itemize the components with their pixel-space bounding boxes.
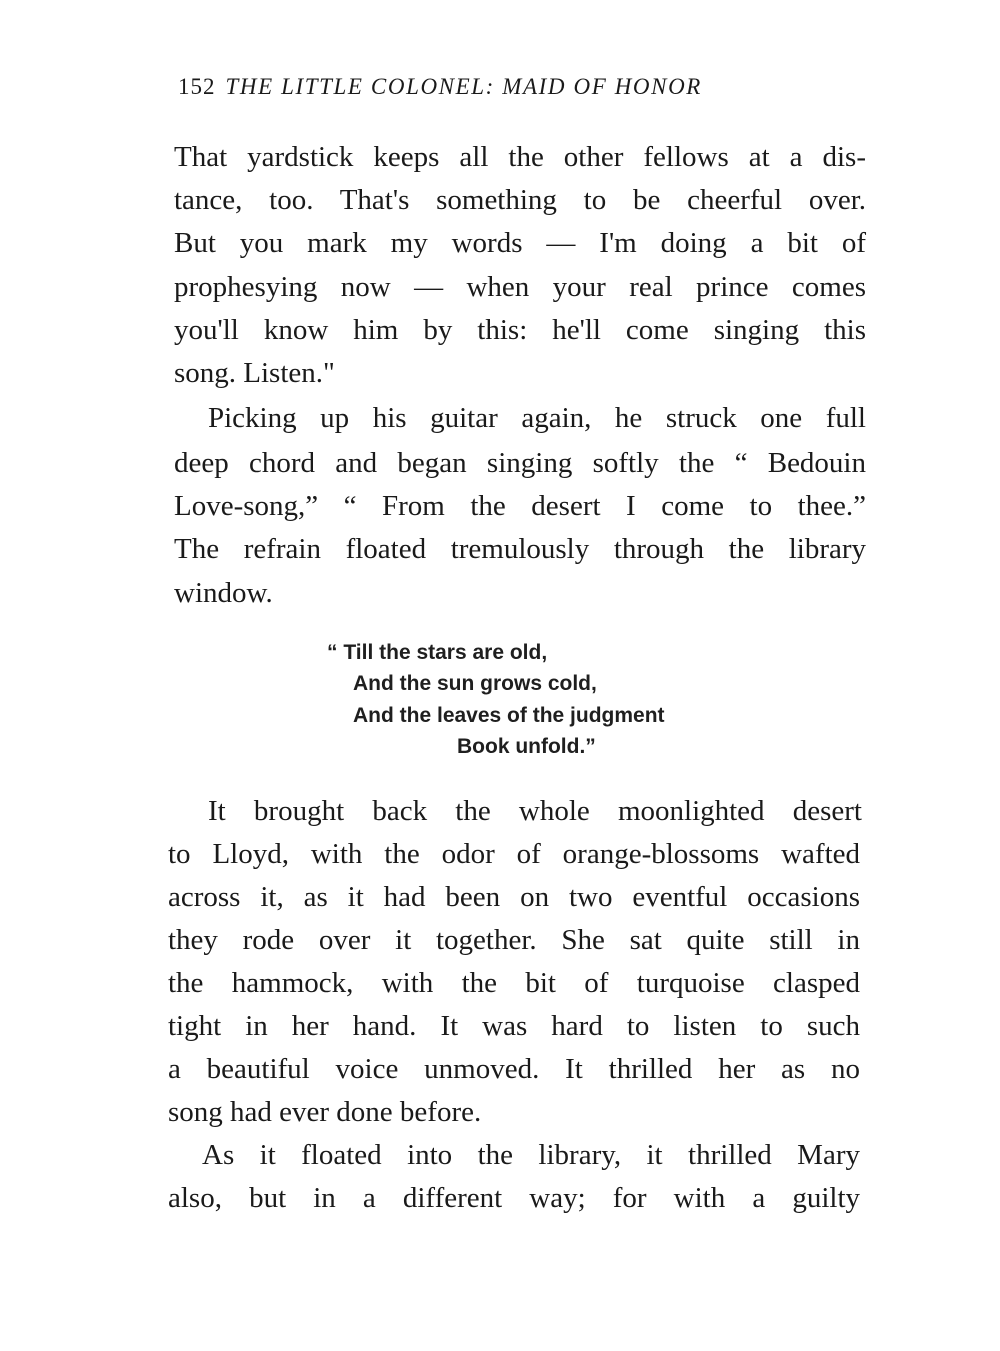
text-line: window.: [174, 577, 273, 609]
verse-line: And the sun grows cold,: [353, 672, 597, 695]
text-line: Love-song,” “ From the desert I come to thee.”: [174, 490, 866, 522]
text-line: tight in her hand. It was hard to listen to such: [168, 1010, 860, 1042]
page-number: 152: [178, 74, 216, 99]
text-line: you'll know him by this: he'll come singing this: [174, 314, 866, 346]
text-line: deep chord and began singing softly the “ Bedouin: [174, 447, 866, 479]
text-line: across it, as it had been on two eventful occasions: [168, 881, 860, 913]
text-line: It brought back the whole moonlighted desert: [208, 795, 862, 827]
verse-line: “ Till the stars are old,: [327, 641, 548, 664]
text-line: As it floated into the library, it thrilled Mary: [202, 1139, 860, 1171]
text-line: a beautiful voice unmoved. It thrilled her as no: [168, 1053, 860, 1085]
text-line: song. Listen.": [174, 357, 335, 389]
text-line: they rode over it together. She sat quite still in: [168, 924, 860, 956]
text-line: prophesying now — when your real prince comes: [174, 271, 866, 303]
verse-line: And the leaves of the judgment: [353, 704, 665, 727]
text-line: That yardstick keeps all the other fellows at a dis-: [174, 141, 866, 173]
text-line: also, but in a different way; for with a guilty: [168, 1182, 860, 1214]
text-line: the hammock, with the bit of turquoise clasped: [168, 967, 860, 999]
text-line: The refrain floated tremulously through the library: [174, 533, 866, 565]
text-line: tance, too. That's something to be cheerful over.: [174, 184, 866, 216]
text-line: song had ever done before.: [168, 1096, 482, 1128]
verse-line: Book unfold.”: [457, 735, 596, 758]
text-line: But you mark my words — I'm doing a bit of: [174, 227, 866, 259]
book-title: THE LITTLE COLONEL: MAID OF HONOR: [225, 74, 702, 99]
text-line: Picking up his guitar again, he struck one full: [208, 402, 866, 434]
running-head: [178, 74, 702, 100]
text-line: to Lloyd, with the odor of orange-blossoms wafted: [168, 838, 860, 870]
